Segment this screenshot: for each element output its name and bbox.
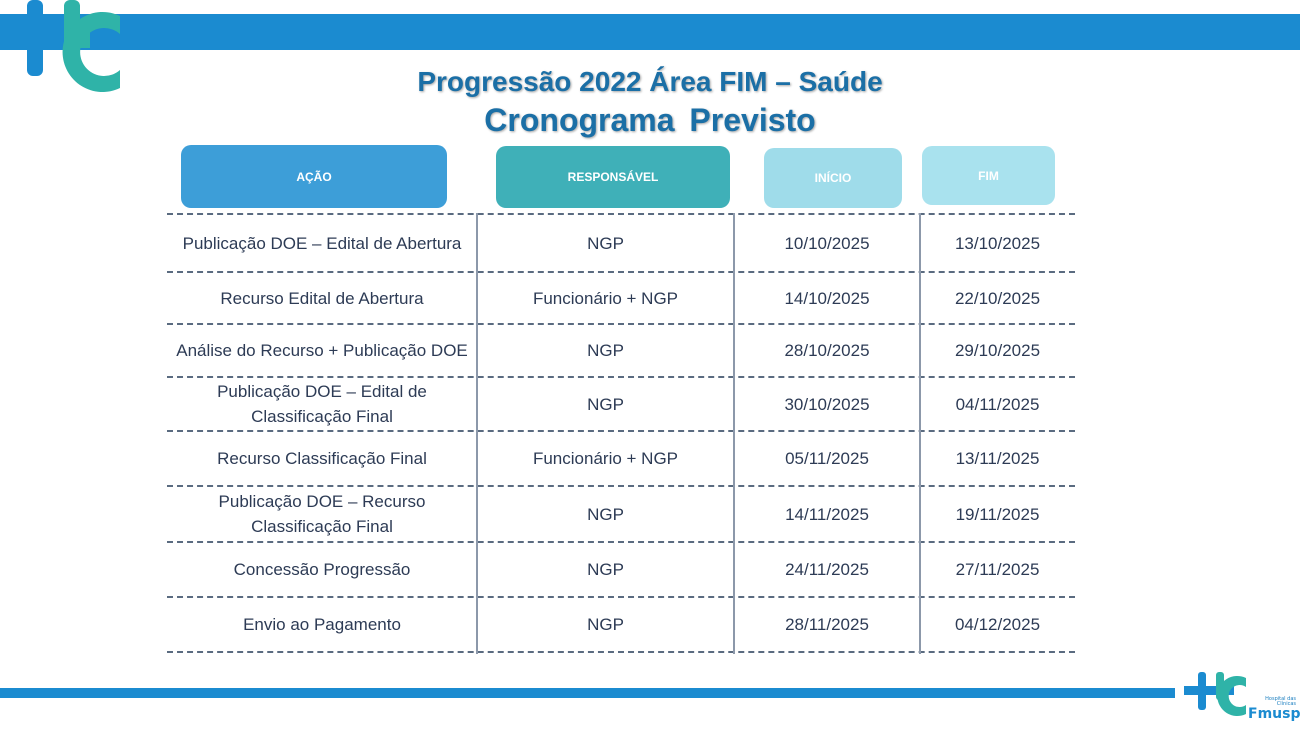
table-row [167, 325, 1075, 376]
header-acao: AÇÃO [181, 145, 447, 208]
cell-responsavel: NGP [587, 341, 624, 360]
table-row [167, 215, 1075, 271]
page-subtitle: Cronograma Previsto [484, 102, 816, 138]
cell-fim: 19/11/2025 [955, 504, 1040, 524]
cell-acao: Análise do Recurso + Publicação DOE [176, 341, 468, 360]
cell-fim: 04/11/2025 [955, 394, 1040, 414]
cell-acao: Concessão Progressão [233, 560, 411, 579]
cell-responsavel: NGP [587, 504, 624, 524]
header-inicio: INÍCIO [764, 148, 902, 208]
cell-acao: Publicação DOE – Recurso Classificação Final [218, 492, 426, 536]
cell-responsavel: NGP [587, 233, 624, 253]
cell-acao: Recurso Classificação Final [217, 449, 427, 468]
cell-acao: Publicação DOE – Edital de Abertura [182, 233, 462, 253]
table-row [167, 432, 1075, 485]
row-divider [167, 651, 1075, 653]
logo-hospital-text: Hospital das Clínicas [1265, 696, 1296, 707]
cell-inicio: 30/10/2025 [784, 394, 870, 414]
cell-responsavel: NGP [587, 615, 624, 634]
cell-acao: Recurso Edital de Abertura [220, 288, 424, 308]
cell-fim: 27/11/2025 [955, 560, 1040, 579]
cell-inicio: 28/10/2025 [784, 341, 870, 360]
cell-acao: Envio ao Pagamento [243, 615, 401, 634]
schedule-table [167, 213, 1075, 654]
cell-inicio: 14/11/2025 [785, 504, 869, 524]
cell-responsavel: NGP [587, 560, 624, 579]
table-row [167, 487, 1075, 541]
cell-fim: 29/10/2025 [954, 341, 1041, 360]
hc-logo-text [1248, 696, 1300, 722]
cell-inicio: 10/10/2025 [784, 233, 870, 253]
table-row [167, 378, 1075, 430]
cell-inicio: 24/11/2025 [785, 560, 869, 579]
cell-fim: 13/10/2025 [954, 233, 1041, 253]
page-title: Progressão 2022 Área FIM – Saúde [417, 66, 883, 97]
cell-inicio: 05/11/2025 [785, 449, 869, 468]
table-row [167, 543, 1075, 596]
cell-inicio: 28/11/2025 [785, 615, 869, 634]
bottom-banner-bar [0, 688, 1175, 698]
cell-fim: 22/10/2025 [954, 288, 1041, 308]
header-fim: FIM [922, 146, 1055, 205]
cell-inicio: 14/10/2025 [784, 288, 870, 308]
header-responsavel: RESPONSÁVEL [496, 146, 730, 208]
cell-responsavel: Funcionário + NGP [532, 288, 679, 308]
cell-fim: 04/12/2025 [954, 615, 1041, 634]
top-banner-bar [0, 14, 1300, 50]
cell-responsavel: NGP [587, 394, 624, 414]
logo-brand-text: Fmusp [1248, 706, 1300, 722]
cell-responsavel: Funcionário + NGP [532, 449, 679, 468]
cell-acao: Publicação DOE – Edital de Classificação Final [217, 382, 427, 426]
table-row [167, 598, 1075, 651]
cell-fim: 13/11/2025 [955, 449, 1040, 468]
table-row [167, 273, 1075, 323]
